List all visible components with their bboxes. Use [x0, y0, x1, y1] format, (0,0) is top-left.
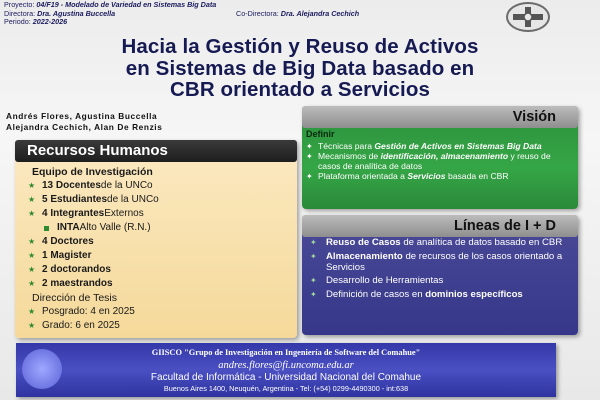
- star-icon: ✦: [310, 290, 317, 300]
- list-item: ★ 13 Docentes de la UNCo: [28, 180, 153, 191]
- star-icon: ★: [28, 237, 36, 246]
- list-item: ★ 2 doctorandos: [28, 264, 111, 275]
- list-item: ✦ Almacenamiento de recursos de los casos orientado a Servicios: [310, 250, 563, 273]
- title-line-3: CBR orientado a Servicios: [170, 78, 430, 101]
- list-item: INTA Alto Valle (R.N.): [28, 221, 294, 235]
- list-item: ✦ Mecanismos de identificación, almacenamiento y reuso de casos de analítica de datos: [306, 151, 551, 171]
- director-value: Dra. Agustina Buccella: [37, 8, 116, 18]
- tesis-title: Dirección de Tesis: [32, 292, 118, 304]
- star-icon: ✦: [306, 172, 313, 182]
- vision-body: [306, 130, 574, 183]
- lineas-body: [310, 238, 574, 304]
- period-value: 2022-2026: [32, 17, 68, 27]
- gisco-logo-icon: [506, 2, 550, 32]
- list-item: ★ 1 Magister: [28, 250, 92, 261]
- star-icon: ★: [28, 279, 36, 288]
- list-item: ✦ Desarrollo de Herramientas: [310, 275, 444, 287]
- list-item: ✦ Definición de casos en dominios específicos: [310, 289, 523, 301]
- vision-title: Visión: [302, 106, 578, 128]
- star-icon: ✦: [310, 276, 317, 286]
- recursos-title: Recursos Humanos: [15, 140, 297, 162]
- footer: [16, 343, 556, 397]
- definir-label: Definir: [306, 129, 335, 139]
- star-icon: ✦: [310, 251, 317, 261]
- project-value: 04/F19 - Modelado de Variedad en Sistemas Big Data: [36, 0, 217, 9]
- list-item: ✦ Reuso de Casos de analítica de datos basado en CBR: [310, 237, 563, 248]
- director-label: Directora:: [4, 8, 36, 18]
- star-icon: ★: [28, 321, 36, 330]
- list-item: ★ 4 Doctores: [28, 236, 94, 247]
- star-icon: ★: [28, 307, 36, 316]
- list-item: ✦ Plataforma orientada a Servicios basada en CBR: [306, 171, 509, 182]
- list-item: ✦ Técnicas para Gestión de Activos en Sistemas Big Data: [306, 140, 542, 151]
- poster-title: [0, 36, 600, 101]
- project-header: [4, 1, 504, 27]
- square-bullet-icon: [44, 226, 49, 231]
- star-icon: ✦: [310, 238, 317, 247]
- authors: [6, 111, 296, 133]
- project-label: Proyecto:: [4, 0, 35, 9]
- recursos-body: [28, 165, 294, 333]
- contact-email[interactable]: andres.flores@fi.uncoma.edu.ar: [218, 360, 354, 371]
- list-item: ★ Posgrado: 4 en 2025: [28, 306, 135, 317]
- star-icon: ★: [28, 265, 36, 274]
- codirector-value: Dra. Alejandra Cechich: [280, 8, 360, 18]
- star-icon: ★: [28, 195, 36, 204]
- address: Buenos Aires 1400, Neuquén, Argentina - Tel: (+54) 0299-4490300 - int:638: [163, 384, 409, 393]
- equipo-title: Equipo de Investigación: [32, 166, 153, 178]
- star-icon: ★: [28, 181, 36, 190]
- group-logo-icon: [22, 349, 62, 389]
- title-line-2: en Sistemas de Big Data basado en: [125, 56, 475, 80]
- star-icon: ★: [28, 209, 36, 218]
- list-item: ★ 4 Integrantes Externos: [28, 208, 144, 219]
- star-icon: ★: [28, 251, 36, 260]
- codirector-label: Co-Directora:: [236, 8, 279, 18]
- authors-line-2: Alejandra Cechich, Alan De Renzis: [6, 122, 163, 132]
- faculty: Facultad de Informática - Universidad Nacional del Comahue: [150, 372, 422, 383]
- period-label: Periodo:: [4, 17, 31, 27]
- title-line-1: Hacia la Gestión y Reuso de Activos: [121, 35, 479, 58]
- authors-line-1: Andrés Flores, Agustina Buccella: [6, 111, 158, 121]
- group-name: GIISCO "Grupo de Investigación en Ingeniería de Software del Comahue": [151, 348, 421, 357]
- lineas-title: Líneas de I + D: [302, 215, 578, 237]
- list-item: ★ Grado: 6 en 2025: [28, 320, 120, 331]
- list-item: ★ 5 Estudiantes de la UNCo: [28, 194, 159, 205]
- list-item: ★ 2 maestrandos: [28, 278, 113, 289]
- star-icon: ✦: [306, 152, 313, 162]
- star-icon: ✦: [306, 141, 313, 151]
